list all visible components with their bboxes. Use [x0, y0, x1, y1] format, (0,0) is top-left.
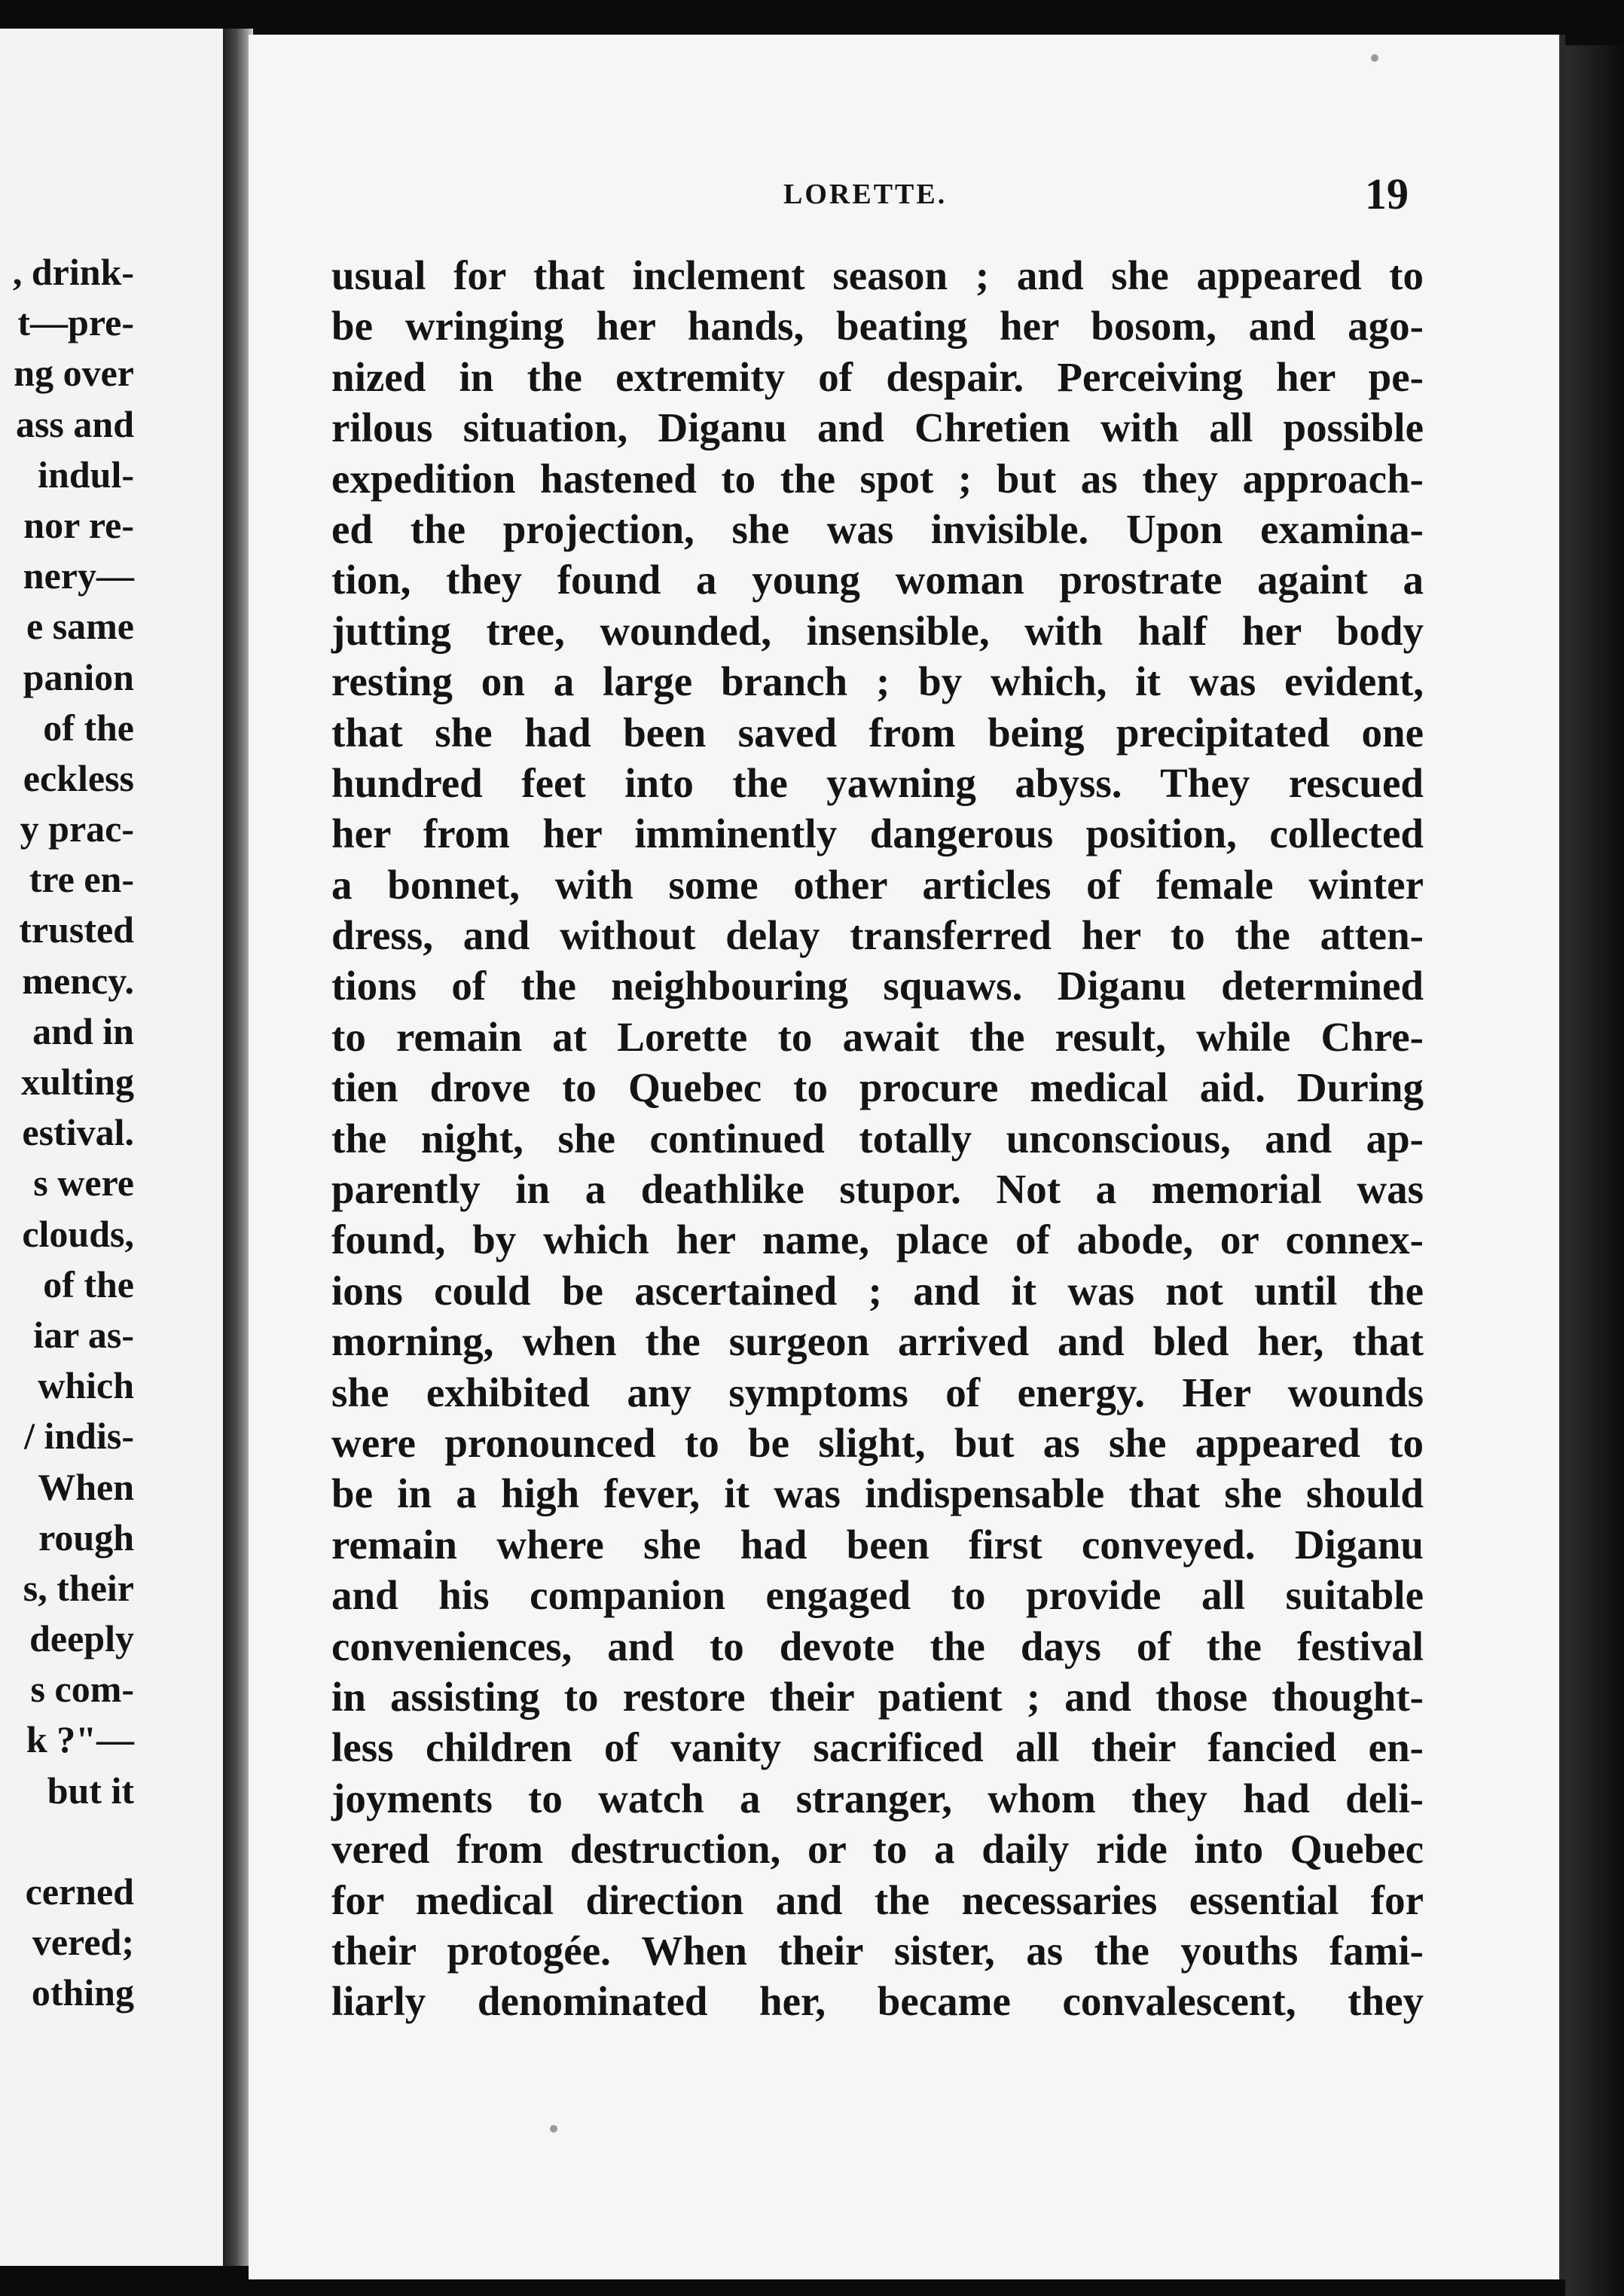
text-line: tion, they found a young woman prostrate againt a — [331, 557, 1424, 603]
left-fragment: of the — [43, 1262, 134, 1305]
left-fragment: mency. — [22, 959, 134, 1002]
text-line: conveniences, and to devote the days of the festival — [331, 1623, 1424, 1669]
previous-page — [0, 29, 229, 2266]
text-line: tien drove to Quebec to procure medical aid. During — [331, 1064, 1424, 1111]
text-line: hundred feet into the yawning abyss. They rescued — [331, 759, 1424, 806]
text-line: liarly denominated her, became convalescent, they — [331, 1978, 1424, 2025]
left-fragment: nery— — [23, 554, 134, 597]
text-line: ed the projection, she was invisible. Upon examina- — [331, 505, 1424, 552]
text-line: morning, when the surgeon arrived and bled her, that — [331, 1318, 1424, 1365]
text-line: expedition hastened to the spot ; but as they approach- — [331, 455, 1424, 502]
text-line: tions of the neighbouring squaws. Diganu determined — [331, 963, 1424, 1009]
text-line: the night, she continued totally unconscious, and ap- — [331, 1115, 1424, 1162]
left-fragment: ng over — [14, 352, 134, 395]
text-line: be wringing her hands, beating her bosom, and ago- — [331, 303, 1424, 350]
left-fragment: iar as- — [33, 1313, 134, 1356]
page-body-text — [331, 250, 1424, 2027]
left-fragment: s were — [33, 1162, 134, 1204]
text-line: that she had been saved from being precipitated one — [331, 709, 1424, 756]
left-fragment: tre en- — [29, 858, 134, 901]
left-fragment: nor re- — [23, 503, 134, 546]
left-fragment: y prac- — [20, 808, 134, 850]
left-fragment: which — [38, 1364, 134, 1407]
left-fragment: , drink- — [12, 251, 134, 293]
book-edge — [1565, 45, 1624, 2296]
text-line: she exhibited any symptoms of energy. Her wounds — [331, 1369, 1424, 1415]
text-line: her from her imminently dangerous position, collected — [331, 811, 1424, 857]
running-head: LORETTE. — [783, 179, 948, 210]
left-fragment: rough — [38, 1516, 134, 1559]
text-line: rilous situation, Diganu and Chretien with all possible — [331, 405, 1424, 451]
text-line: resting on a large branch ; by which, it was evident, — [331, 658, 1424, 705]
text-line: nized in the extremity of despair. Perceiving her pe- — [331, 353, 1424, 400]
left-fragment: trusted — [19, 908, 134, 951]
text-line: vered from destruction, or to a daily ride into Quebec — [331, 1826, 1424, 1873]
left-fragment: eckless — [23, 756, 134, 799]
paper-speck — [550, 2125, 557, 2133]
left-fragment: of the — [43, 706, 134, 749]
previous-page-text — [13, 247, 134, 2019]
left-fragment — [13, 1816, 134, 1867]
left-fragment: clouds, — [22, 1212, 134, 1255]
text-line: less children of vanity sacrificed all their fancied en- — [331, 1724, 1424, 1771]
left-fragment: s com- — [30, 1668, 134, 1711]
left-fragment: e same — [26, 605, 134, 648]
text-line: be in a high fever, it was indispensable that she should — [331, 1470, 1424, 1517]
left-fragment: k ?"— — [26, 1718, 134, 1761]
left-fragment: s, their — [23, 1566, 134, 1609]
text-line: usual for that inclement season ; and she appeared to — [331, 252, 1424, 298]
left-fragment: and in — [32, 1009, 134, 1052]
text-line: found, by which her name, place of abode, or connex- — [331, 1217, 1424, 1263]
text-line: their protogée. When their sister, as the youths fami- — [331, 1927, 1424, 1974]
text-line: and his companion engaged to provide all suitable — [331, 1572, 1424, 1619]
page-number: 19 — [1365, 169, 1409, 218]
text-line: parently in a deathlike stupor. Not a memorial was — [331, 1166, 1424, 1213]
left-fragment: t—pre- — [17, 301, 134, 344]
left-fragment: xulting — [20, 1061, 134, 1103]
text-line: to remain at Lorette to await the result, while Chre- — [331, 1013, 1424, 1060]
text-line: a bonnet, with some other articles of female winter — [331, 861, 1424, 908]
left-fragment: cerned — [25, 1870, 134, 1913]
left-fragment: estival. — [22, 1111, 134, 1154]
text-line: joyments to watch a stranger, whom they had deli- — [331, 1775, 1424, 1821]
left-fragment: indul- — [38, 453, 134, 496]
left-fragment: ass and — [15, 402, 134, 445]
left-fragment: but it — [47, 1769, 134, 1812]
left-fragment: vered; — [32, 1921, 134, 1964]
left-fragment: othing — [31, 1971, 134, 2014]
text-line: jutting tree, wounded, insensible, with half her body — [331, 607, 1424, 654]
text-line: for medical direction and the necessaries essential for — [331, 1876, 1424, 1923]
paper-speck — [1371, 54, 1378, 62]
text-line: in assisting to restore their patient ; and those thought- — [331, 1673, 1424, 1720]
left-fragment: panion — [23, 655, 134, 698]
left-fragment: / indis- — [24, 1415, 134, 1458]
left-fragment: When — [38, 1465, 134, 1508]
left-fragment: deeply — [29, 1617, 134, 1660]
text-line: were pronounced to be slight, but as she appeared to — [331, 1419, 1424, 1466]
text-line: remain where she had been first conveyed. Diganu — [331, 1521, 1424, 1568]
text-line: ions could be ascertained ; and it was not until the — [331, 1267, 1424, 1314]
text-line: dress, and without delay transferred her to the atten- — [331, 912, 1424, 959]
